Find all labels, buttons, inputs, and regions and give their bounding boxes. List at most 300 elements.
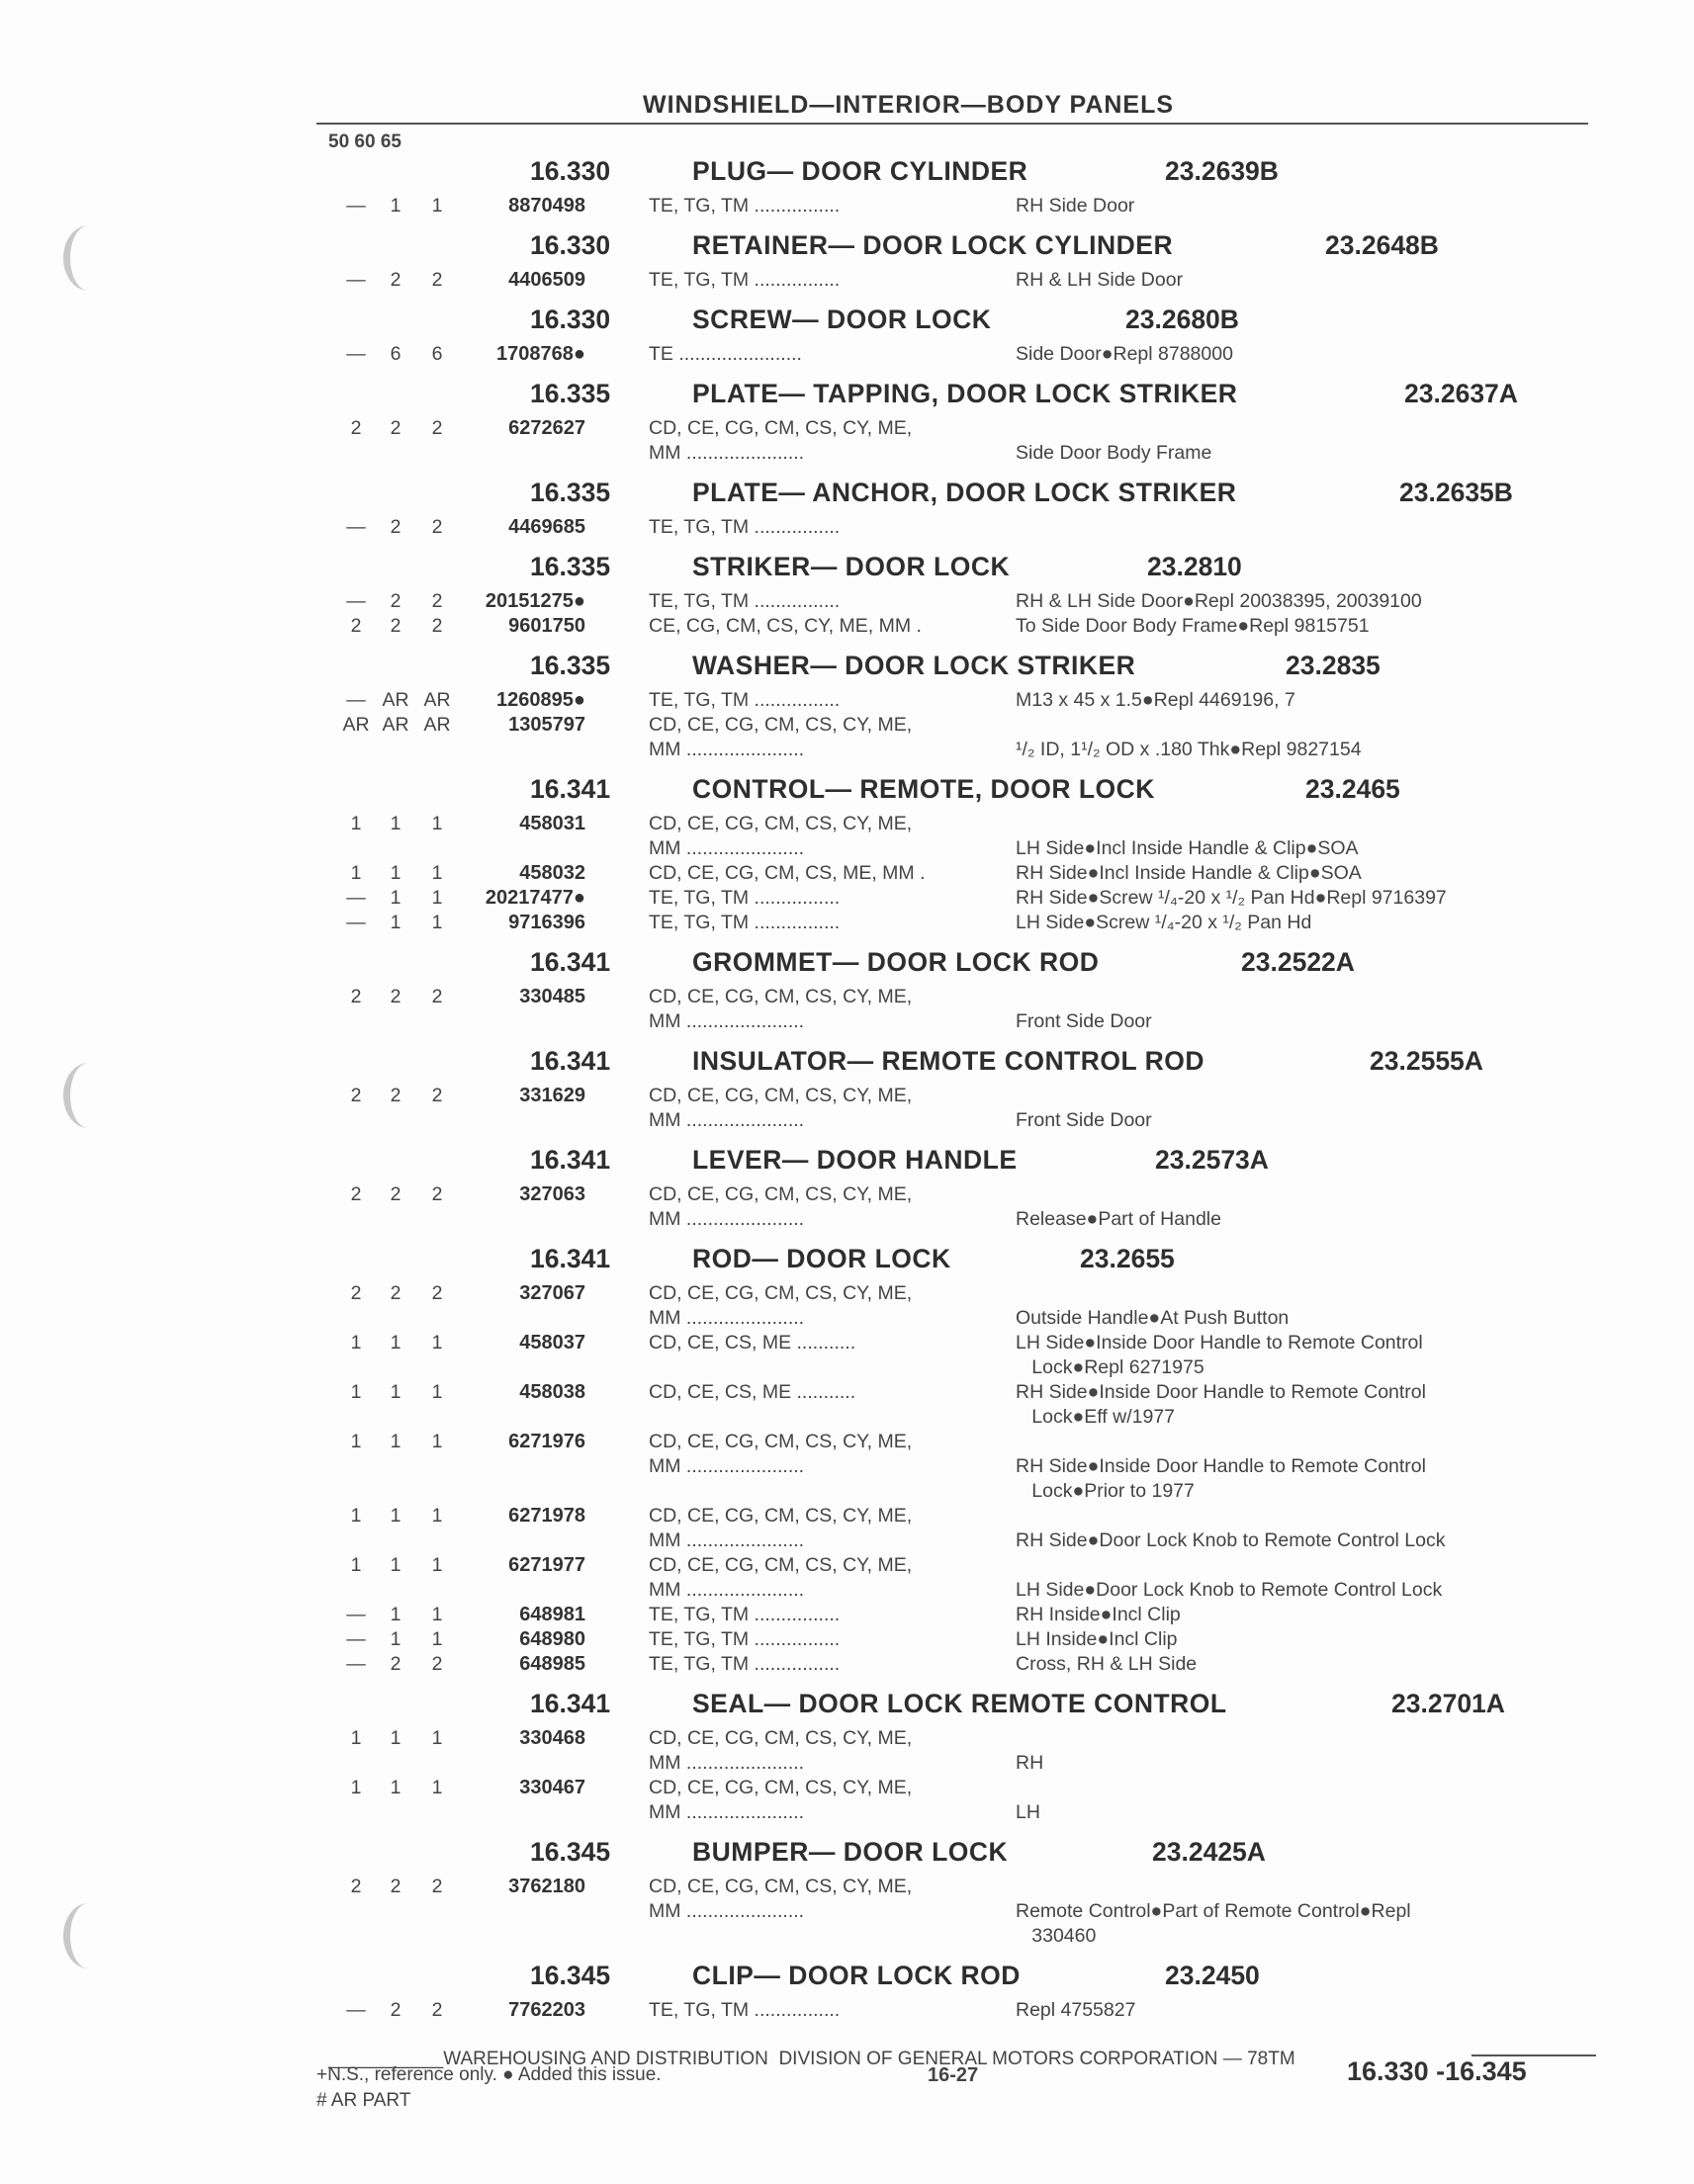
part-description: Outside Handle●At Push Button: [1016, 1307, 1290, 1329]
quantity-col-1: —: [346, 1628, 366, 1650]
section-header: [0, 1137, 1694, 1182]
part-row: [0, 1627, 1694, 1652]
catalog-section: [0, 297, 1694, 367]
model-codes: CD, CE, CG, CM, CS, CY, ME,: [649, 1085, 913, 1106]
part-description: 330460: [1016, 1925, 1097, 1947]
part-number: 6271976: [508, 1431, 585, 1452]
quantity-col-3: 2: [431, 1085, 443, 1106]
group-number: 16.341: [530, 1689, 611, 1718]
quantity-col-2: 1: [390, 813, 401, 834]
part-number: 458038: [519, 1381, 585, 1403]
model-codes: MM ......................: [649, 1455, 805, 1477]
part-name: ROD— DOOR LOCK: [692, 1244, 951, 1273]
part-number: 1708768●: [496, 343, 585, 365]
quantity-col-3: 1: [431, 912, 443, 933]
page-number: 16-27: [928, 2064, 979, 2086]
quantity-col-2: 1: [390, 912, 401, 933]
reference-number: 23.2522A: [1241, 947, 1355, 977]
group-number: 16.341: [530, 1046, 611, 1076]
section-header: [0, 470, 1694, 515]
group-number: 16.341: [530, 947, 611, 977]
quantity-col-1: 1: [350, 1554, 362, 1576]
quantity-col-1: 1: [350, 1332, 362, 1354]
reference-number: 23.2810: [1147, 552, 1242, 581]
quantity-col-3: 1: [431, 1332, 443, 1354]
model-codes: MM ......................: [649, 1801, 805, 1823]
quantity-col-2: 2: [390, 1999, 401, 2021]
model-codes: MM ......................: [649, 1208, 805, 1230]
quantity-col-1: 2: [350, 615, 362, 637]
quantity-col-2: 1: [390, 1332, 401, 1354]
quantity-col-2: 1: [390, 887, 401, 909]
quantity-col-1: —: [346, 195, 366, 217]
part-number: 8870498: [508, 195, 585, 217]
quantity-col-2: 2: [390, 1876, 401, 1897]
catalog-section: [0, 643, 1694, 762]
model-codes: TE .......................: [649, 343, 802, 365]
quantity-col-2: 2: [390, 1183, 401, 1205]
group-number: 16.335: [530, 379, 611, 408]
section-header: [0, 1953, 1694, 1998]
model-codes: MM ......................: [649, 1529, 805, 1551]
catalog-section: [0, 1953, 1694, 2023]
part-row: [0, 812, 1694, 861]
part-description: Front Side Door: [1016, 1109, 1152, 1131]
model-codes: TE, TG, TM ................: [649, 689, 841, 711]
model-codes: CD, CE, CG, CM, CS, ME, MM .: [649, 862, 926, 884]
model-codes: CD, CE, CS, ME ...........: [649, 1332, 856, 1354]
section-header: [0, 643, 1694, 688]
model-codes: CD, CE, CG, CM, CS, CY, ME,: [649, 1431, 913, 1452]
part-row: [0, 1504, 1694, 1553]
model-codes: TE, TG, TM ................: [649, 590, 841, 612]
part-number: 330467: [519, 1777, 585, 1798]
part-row: [0, 1652, 1694, 1677]
quantity-col-2: 2: [390, 516, 401, 538]
quantity-col-1: —: [346, 1999, 366, 2021]
part-description: LH Side●Screw ¹/₄-20 x ¹/₂ Pan Hd: [1016, 912, 1312, 933]
part-number: 20151275●: [485, 590, 585, 612]
part-row: [0, 342, 1694, 367]
group-number: 16.335: [530, 651, 611, 680]
model-codes: CD, CE, CG, CM, CS, CY, ME,: [649, 813, 913, 834]
quantity-col-3: 1: [431, 1554, 443, 1576]
reference-number: 23.2680B: [1125, 305, 1239, 334]
part-name: PLUG— DOOR CYLINDER: [692, 156, 1028, 186]
part-description: ¹/₂ ID, 1¹/₂ OD x .180 Thk●Repl 9827154: [1016, 739, 1362, 760]
part-description: RH: [1016, 1752, 1044, 1774]
quantity-col-1: —: [346, 269, 366, 291]
quantity-col-1: 1: [350, 1505, 362, 1527]
part-number: 458037: [519, 1332, 585, 1354]
part-description: Lock●Eff w/1977: [1016, 1406, 1176, 1428]
model-codes: MM ......................: [649, 1109, 805, 1131]
quantity-col-3: 2: [431, 1653, 443, 1675]
part-description: RH Side●Incl Inside Handle & Clip●SOA: [1016, 862, 1362, 884]
part-number: 330468: [519, 1727, 585, 1749]
part-name: SCREW— DOOR LOCK: [692, 305, 992, 334]
quantity-col-3: 2: [431, 269, 443, 291]
part-name: SEAL— DOOR LOCK REMOTE CONTROL: [692, 1689, 1227, 1718]
quantity-col-2: 2: [390, 615, 401, 637]
quantity-col-1: AR: [342, 714, 370, 736]
model-codes: TE, TG, TM ................: [649, 1628, 841, 1650]
model-codes: CD, CE, CG, CM, CS, CY, ME,: [649, 417, 913, 439]
quantity-col-3: 1: [431, 862, 443, 884]
catalog-section: [0, 766, 1694, 935]
section-header: [0, 1681, 1694, 1726]
catalog-section: [0, 1681, 1694, 1825]
part-row: [0, 688, 1694, 713]
part-row: [0, 911, 1694, 935]
part-row: [0, 1553, 1694, 1603]
catalog-section: [0, 222, 1694, 293]
quantity-col-1: 1: [350, 1381, 362, 1403]
part-number: 330485: [519, 986, 585, 1007]
part-description: RH Side●Screw ¹/₄-20 x ¹/₂ Pan Hd●Repl 9716397: [1016, 887, 1447, 909]
quantity-col-1: —: [346, 912, 366, 933]
quantity-col-2: 1: [390, 195, 401, 217]
quantity-col-1: —: [346, 1604, 366, 1625]
part-row: [0, 1726, 1694, 1776]
section-header: [0, 1829, 1694, 1875]
part-description: To Side Door Body Frame●Repl 9815751: [1016, 615, 1370, 637]
model-codes: CD, CE, CG, CM, CS, CY, ME,: [649, 1876, 913, 1897]
section-header: [0, 939, 1694, 985]
group-number: 16.341: [530, 774, 611, 804]
quantity-col-1: —: [346, 689, 366, 711]
group-number: 16.345: [530, 1961, 611, 1990]
quantity-col-3: 2: [431, 590, 443, 612]
section-header: [0, 222, 1694, 268]
header-rule: [316, 123, 1588, 125]
quantity-col-1: —: [346, 516, 366, 538]
quantity-col-3: 2: [431, 1999, 443, 2021]
section-header: [0, 297, 1694, 342]
quantity-col-2: 2: [390, 269, 401, 291]
model-codes: CD, CE, CG, CM, CS, CY, ME,: [649, 1183, 913, 1205]
part-row: [0, 515, 1694, 540]
part-description: Side Door Body Frame: [1016, 442, 1212, 464]
part-name: INSULATOR— REMOTE CONTROL ROD: [692, 1046, 1204, 1076]
quantity-col-2: 1: [390, 1505, 401, 1527]
part-row: [0, 1380, 1694, 1430]
quantity-col-2: 1: [390, 1604, 401, 1625]
part-name: GROMMET— DOOR LOCK ROD: [692, 947, 1100, 977]
part-description: Side Door●Repl 8788000: [1016, 343, 1233, 365]
part-description: Remote Control●Part of Remote Control●Repl: [1016, 1900, 1411, 1922]
part-number: 327067: [519, 1282, 585, 1304]
quantity-col-1: 2: [350, 1876, 362, 1897]
reference-number: 23.2573A: [1155, 1145, 1269, 1175]
part-row: [0, 589, 1694, 614]
catalog-section: [0, 371, 1694, 466]
model-codes: TE, TG, TM ................: [649, 269, 841, 291]
group-number: 16.330: [530, 230, 611, 260]
model-codes: CD, CE, CS, ME ...........: [649, 1381, 856, 1403]
part-row: [0, 1603, 1694, 1627]
part-description: RH Side●Inside Door Handle to Remote Control: [1016, 1381, 1426, 1403]
quantity-col-2: 1: [390, 1431, 401, 1452]
part-description: RH Side●Inside Door Handle to Remote Control: [1016, 1455, 1426, 1477]
group-number: 16.335: [530, 552, 611, 581]
quantity-col-2: 1: [390, 862, 401, 884]
footer-division: ___________WAREHOUSING AND DISTRIBUTION DIVISION OF GENERAL MOTORS CORPORATION — 78TM: [328, 2049, 1295, 2069]
part-name: CLIP— DOOR LOCK ROD: [692, 1961, 1021, 1990]
footer-note: # AR PART: [316, 2090, 411, 2111]
part-row: [0, 1182, 1694, 1232]
quantity-col-3: 1: [431, 887, 443, 909]
part-row: [0, 1331, 1694, 1380]
reference-number: 23.2639B: [1165, 156, 1279, 186]
part-row: [0, 1430, 1694, 1504]
section-header: [0, 1236, 1694, 1281]
quantity-col-2: 2: [390, 1085, 401, 1106]
part-name: STRIKER— DOOR LOCK: [692, 552, 1011, 581]
part-row: [0, 886, 1694, 911]
reference-number: 23.2637A: [1404, 379, 1518, 408]
quantity-col-1: 2: [350, 986, 362, 1007]
part-number: 648980: [519, 1628, 585, 1650]
model-codes: CD, CE, CG, CM, CS, CY, ME,: [649, 1727, 913, 1749]
group-number: 16.341: [530, 1244, 611, 1273]
part-number: 4406509: [508, 269, 585, 291]
group-number: 16.330: [530, 156, 611, 186]
quantity-col-1: 1: [350, 862, 362, 884]
quantity-col-2: 6: [390, 343, 401, 365]
reference-number: 23.2555A: [1370, 1046, 1483, 1076]
part-row: [0, 194, 1694, 218]
part-description: LH Side●Inside Door Handle to Remote Control: [1016, 1332, 1423, 1354]
quantity-col-2: AR: [382, 714, 409, 736]
catalog-section: [0, 1038, 1694, 1133]
group-number: 16.330: [530, 305, 611, 334]
quantity-col-3: 2: [431, 1282, 443, 1304]
part-row: [0, 861, 1694, 886]
part-number: 648985: [519, 1653, 585, 1675]
reference-number: 23.2655: [1080, 1244, 1175, 1273]
model-codes: CD, CE, CG, CM, CS, CY, ME,: [649, 1282, 913, 1304]
quantity-col-2: 2: [390, 1282, 401, 1304]
part-row: [0, 1998, 1694, 2023]
part-description: Lock●Repl 6271975: [1016, 1356, 1204, 1378]
part-description: Cross, RH & LH Side: [1016, 1653, 1198, 1675]
part-row: [0, 614, 1694, 639]
section-header: [0, 544, 1694, 589]
quantity-col-2: 2: [390, 1653, 401, 1675]
model-codes: MM ......................: [649, 1307, 805, 1329]
part-description: Repl 4755827: [1016, 1999, 1136, 2021]
quantity-col-1: 2: [350, 417, 362, 439]
section-header: [0, 766, 1694, 812]
part-description: RH & LH Side Door●Repl 20038395, 20039100: [1016, 590, 1422, 612]
catalog-section: [0, 1236, 1694, 1677]
page-range: 16.330 -16.345: [1347, 2056, 1527, 2086]
model-codes: MM ......................: [649, 1010, 805, 1032]
part-description: RH Side●Door Lock Knob to Remote Control Lock: [1016, 1529, 1446, 1551]
part-description: LH: [1016, 1801, 1040, 1823]
quantity-col-1: 1: [350, 1777, 362, 1798]
part-number: 1305797: [508, 714, 585, 736]
quantity-col-3: 1: [431, 813, 443, 834]
reference-number: 23.2635B: [1399, 478, 1513, 507]
quantity-col-1: 2: [350, 1282, 362, 1304]
part-row: [0, 1776, 1694, 1825]
part-number: 9716396: [508, 912, 585, 933]
model-codes: CE, CG, CM, CS, CY, ME, MM .: [649, 615, 922, 637]
part-row: [0, 268, 1694, 293]
part-description: LH Side●Incl Inside Handle & Clip●SOA: [1016, 837, 1359, 859]
model-codes: TE, TG, TM ................: [649, 1653, 841, 1675]
model-codes: TE, TG, TM ................: [649, 195, 841, 217]
part-name: CONTROL— REMOTE, DOOR LOCK: [692, 774, 1155, 804]
footer-note: +N.S., reference only. ● Added this issue.: [316, 2064, 662, 2085]
part-number: 327063: [519, 1183, 585, 1205]
quantity-col-1: —: [346, 1653, 366, 1675]
reference-number: 23.2835: [1286, 651, 1381, 680]
model-codes: TE, TG, TM ................: [649, 912, 841, 933]
part-description: M13 x 45 x 1.5●Repl 4469196, 7: [1016, 689, 1295, 711]
model-codes: CD, CE, CG, CM, CS, CY, ME,: [649, 986, 913, 1007]
part-name: BUMPER— DOOR LOCK: [692, 1837, 1009, 1867]
catalog-section: [0, 148, 1694, 218]
quantity-col-3: 1: [431, 1727, 443, 1749]
quantity-col-2: 1: [390, 1727, 401, 1749]
quantity-col-3: AR: [423, 714, 451, 736]
model-codes: MM ......................: [649, 1900, 805, 1922]
quantity-col-3: 1: [431, 1431, 443, 1452]
quantity-col-2: 2: [390, 590, 401, 612]
quantity-col-1: 1: [350, 813, 362, 834]
section-header: [0, 371, 1694, 416]
quantity-col-3: 1: [431, 1381, 443, 1403]
model-codes: MM ......................: [649, 442, 805, 464]
reference-number: 23.2450: [1165, 1961, 1260, 1990]
model-codes: CD, CE, CG, CM, CS, CY, ME,: [649, 1777, 913, 1798]
quantity-col-3: 1: [431, 195, 443, 217]
reference-number: 23.2425A: [1152, 1837, 1266, 1867]
part-number: 4469685: [508, 516, 585, 538]
model-codes: MM ......................: [649, 1579, 805, 1601]
quantity-col-3: AR: [423, 689, 451, 711]
part-description: RH Side Door: [1016, 195, 1135, 217]
year-columns: 50 60 65: [328, 131, 401, 152]
part-description: Release●Part of Handle: [1016, 1208, 1221, 1230]
reference-number: 23.2701A: [1391, 1689, 1505, 1718]
quantity-col-3: 2: [431, 417, 443, 439]
group-number: 16.335: [530, 478, 611, 507]
part-number: 7762203: [508, 1999, 585, 2021]
part-name: WASHER— DOOR LOCK STRIKER: [692, 651, 1136, 680]
reference-number: 23.2648B: [1325, 230, 1439, 260]
part-number: 331629: [519, 1085, 585, 1106]
quantity-col-3: 1: [431, 1604, 443, 1625]
part-number: 20217477●: [485, 887, 585, 909]
part-name: PLATE— TAPPING, DOOR LOCK STRIKER: [692, 379, 1238, 408]
page-title: WINDSHIELD—INTERIOR—BODY PANELS: [643, 91, 1175, 119]
part-name: LEVER— DOOR HANDLE: [692, 1145, 1018, 1175]
model-codes: MM ......................: [649, 1752, 805, 1774]
model-codes: MM ......................: [649, 739, 805, 760]
model-codes: CD, CE, CG, CM, CS, CY, ME,: [649, 1554, 913, 1576]
part-description: Lock●Prior to 1977: [1016, 1480, 1195, 1502]
part-number: 1260895●: [496, 689, 585, 711]
model-codes: TE, TG, TM ................: [649, 1999, 841, 2021]
part-description: LH Inside●Incl Clip: [1016, 1628, 1178, 1650]
catalog-section: [0, 1137, 1694, 1232]
quantity-col-1: —: [346, 343, 366, 365]
section-header: [0, 148, 1694, 194]
part-description: RH Inside●Incl Clip: [1016, 1604, 1181, 1625]
quantity-col-1: 1: [350, 1431, 362, 1452]
quantity-col-3: 2: [431, 516, 443, 538]
quantity-col-2: 1: [390, 1554, 401, 1576]
quantity-col-1: 2: [350, 1183, 362, 1205]
part-row: [0, 985, 1694, 1034]
quantity-col-3: 1: [431, 1777, 443, 1798]
catalog-section: [0, 470, 1694, 540]
catalog-section: [0, 544, 1694, 639]
model-codes: TE, TG, TM ................: [649, 1604, 841, 1625]
part-row: [0, 713, 1694, 762]
quantity-col-2: 2: [390, 986, 401, 1007]
quantity-col-2: 1: [390, 1777, 401, 1798]
quantity-col-2: AR: [382, 689, 409, 711]
quantity-col-2: 1: [390, 1628, 401, 1650]
part-number: 6271977: [508, 1554, 585, 1576]
part-row: [0, 416, 1694, 466]
part-name: RETAINER— DOOR LOCK CYLINDER: [692, 230, 1174, 260]
part-number: 6272627: [508, 417, 585, 439]
part-number: 458032: [519, 862, 585, 884]
quantity-col-3: 1: [431, 1505, 443, 1527]
catalog-section: [0, 939, 1694, 1034]
quantity-col-2: 2: [390, 417, 401, 439]
group-number: 16.345: [530, 1837, 611, 1867]
section-header: [0, 1038, 1694, 1084]
quantity-col-3: 2: [431, 1876, 443, 1897]
part-number: 648981: [519, 1604, 585, 1625]
part-row: [0, 1875, 1694, 1949]
part-row: [0, 1281, 1694, 1331]
reference-number: 23.2465: [1305, 774, 1400, 804]
quantity-col-3: 2: [431, 1183, 443, 1205]
quantity-col-3: 1: [431, 1628, 443, 1650]
part-number: 3762180: [508, 1876, 585, 1897]
part-description: LH Side●Door Lock Knob to Remote Control Lock: [1016, 1579, 1443, 1601]
quantity-col-2: 1: [390, 1381, 401, 1403]
group-number: 16.341: [530, 1145, 611, 1175]
catalog-section: [0, 1829, 1694, 1949]
part-name: PLATE— ANCHOR, DOOR LOCK STRIKER: [692, 478, 1237, 507]
model-codes: TE, TG, TM ................: [649, 887, 841, 909]
part-number: 458031: [519, 813, 585, 834]
quantity-col-1: 2: [350, 1085, 362, 1106]
quantity-col-1: —: [346, 887, 366, 909]
model-codes: TE, TG, TM ................: [649, 516, 841, 538]
parts-list: [0, 148, 1694, 2027]
quantity-col-1: 1: [350, 1727, 362, 1749]
quantity-col-3: 2: [431, 615, 443, 637]
part-description: RH & LH Side Door: [1016, 269, 1184, 291]
quantity-col-3: 2: [431, 986, 443, 1007]
part-row: [0, 1084, 1694, 1133]
model-codes: CD, CE, CG, CM, CS, CY, ME,: [649, 714, 913, 736]
quantity-col-3: 6: [431, 343, 443, 365]
part-number: 9601750: [508, 615, 585, 637]
model-codes: MM ......................: [649, 837, 805, 859]
part-description: Front Side Door: [1016, 1010, 1152, 1032]
